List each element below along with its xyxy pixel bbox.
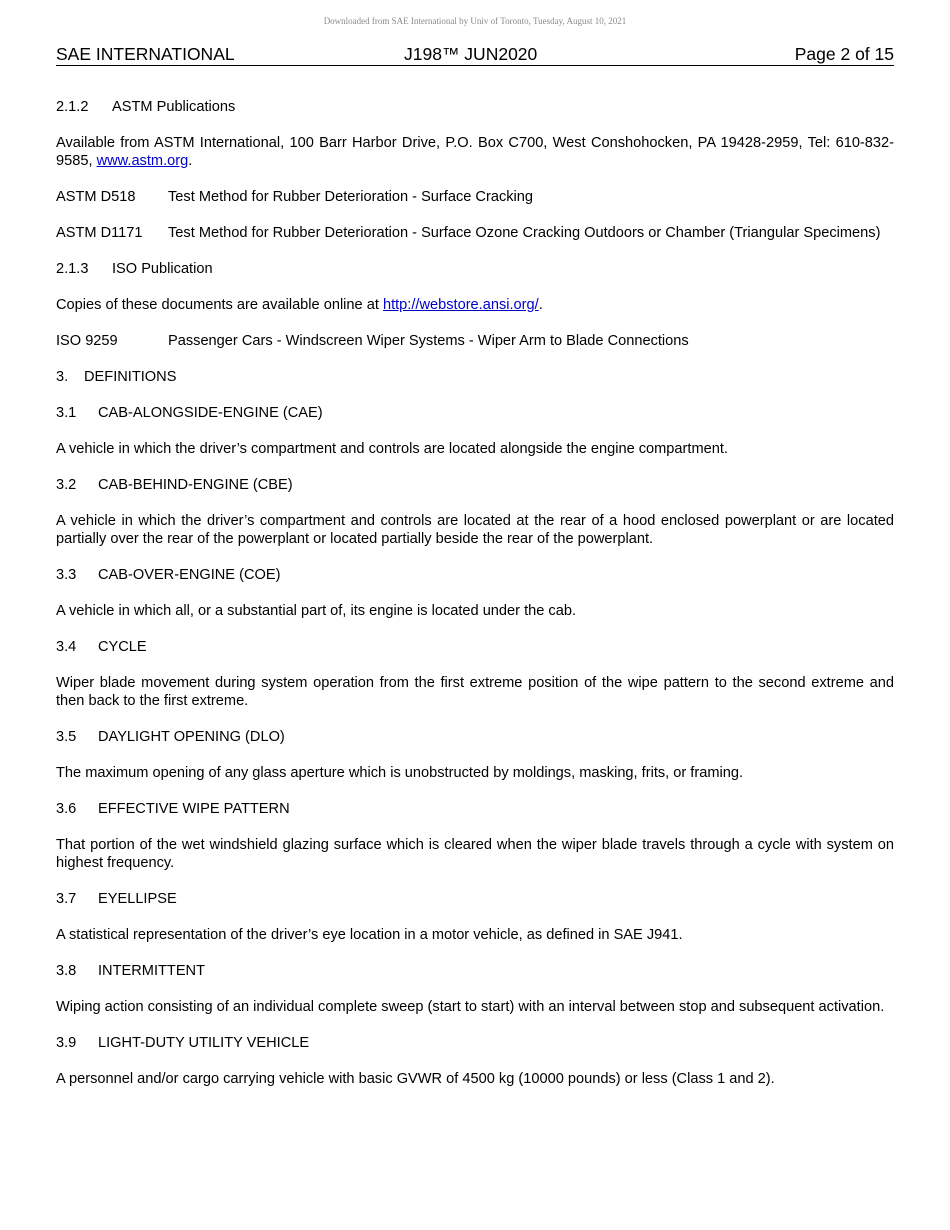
iso-availability-paragraph: Copies of these documents are available online at http://webstore.ansi.org/. [56, 297, 543, 313]
definition-number: 3.4 [56, 639, 77, 655]
definition-heading-3-4 [56, 638, 894, 656]
definition-term: INTERMITTENT [98, 963, 206, 979]
section-title: ISO Publication [112, 261, 213, 277]
astm-availability-text: Available from ASTM International, 100 Barr Harbor Drive, P.O. Box C700, West Conshohocken, PA 19428-2959, Tel: 610-832-9585, [56, 135, 894, 169]
section-heading-3 [56, 368, 894, 386]
definition-heading-3-9 [56, 1034, 894, 1052]
definition-text: A vehicle in which all, or a substantial part of, its engine is located under the cab. [56, 603, 577, 619]
reference-code: ASTM D1171 [56, 225, 143, 241]
section-title: DEFINITIONS [84, 369, 177, 385]
definition-term: EFFECTIVE WIPE PATTERN [98, 801, 290, 817]
ansi-webstore-link[interactable]: http://webstore.ansi.org/ [382, 297, 539, 313]
section-heading-2-1-2 [56, 98, 894, 116]
definition-term: CYCLE [98, 639, 147, 655]
definition-heading-3-6 [56, 800, 894, 818]
reference-code: ASTM D518 [56, 189, 136, 205]
section-number: 3. [56, 369, 69, 385]
header-document-id: J198™ JUN2020 [404, 44, 538, 64]
definition-heading-3-1 [56, 404, 894, 422]
definition-heading-3-7 [56, 890, 894, 908]
iso-availability-text: Copies of these documents are available online at [56, 297, 383, 313]
definition-text: That portion of the wet windshield glazing surface which is cleared when the wiper blade travels through a cycle with system on highest frequency. [56, 837, 894, 871]
section-title: ASTM Publications [112, 99, 236, 115]
section-number: 2.1.2 [56, 99, 89, 115]
page-header [56, 44, 894, 66]
astm-availability-paragraph: Available from ASTM International, 100 Barr Harbor Drive, P.O. Box C700, West Conshohocken, PA 19428-2959, Tel: 610-832-9585, www.astm.org. [56, 135, 894, 169]
reference-code: ISO 9259 [56, 333, 118, 349]
definition-term: DAYLIGHT OPENING (DLO) [98, 729, 285, 745]
definition-term: EYELLIPSE [98, 891, 177, 907]
reference-description: Test Method for Rubber Deterioration - Surface Cracking [168, 189, 534, 205]
definition-text: Wiping action consisting of an individual complete sweep (start to start) with an interval between stop and subsequent activation. [56, 999, 885, 1015]
header-page-number: Page 2 of 15 [794, 44, 894, 64]
definition-text: A statistical representation of the driver’s eye location in a motor vehicle, as defined in SAE J941. [56, 927, 683, 943]
reference-iso-9259 [56, 332, 894, 350]
definition-number: 3.6 [56, 801, 77, 817]
section-number: 2.1.3 [56, 261, 89, 277]
definition-number: 3.3 [56, 567, 77, 583]
download-watermark: Downloaded from SAE International by Univ of Toronto, Tuesday, August 10, 2021 [323, 16, 627, 26]
definition-text: A personnel and/or cargo carrying vehicle with basic GVWR of 4500 kg (10000 pounds) or less (Class 1 and 2). [56, 1071, 775, 1087]
definition-number: 3.8 [56, 963, 77, 979]
definition-term: CAB-ALONGSIDE-ENGINE (CAE) [98, 405, 323, 421]
reference-astm-d1171 [56, 224, 894, 242]
definition-number: 3.1 [56, 405, 77, 421]
reference-astm-d518 [56, 188, 894, 206]
astm-website-link[interactable]: www.astm.org [96, 153, 189, 169]
definition-term: CAB-OVER-ENGINE (COE) [98, 567, 281, 583]
definition-heading-3-5 [56, 728, 894, 746]
definition-heading-3-8 [56, 962, 894, 980]
definition-number: 3.7 [56, 891, 77, 907]
definition-term: CAB-BEHIND-ENGINE (CBE) [98, 477, 293, 493]
definition-number: 3.5 [56, 729, 77, 745]
definition-text: The maximum opening of any glass aperture which is unobstructed by moldings, masking, frits, or framing. [56, 765, 744, 781]
document-body [56, 98, 894, 1106]
reference-description: Passenger Cars - Windscreen Wiper Systems - Wiper Arm to Blade Connections [168, 333, 689, 349]
definition-number: 3.2 [56, 477, 77, 493]
definition-heading-3-3 [56, 566, 894, 584]
definition-heading-3-2 [56, 476, 894, 494]
definition-text: A vehicle in which the driver’s compartment and controls are located alongside the engine compartment. [56, 441, 728, 457]
section-heading-2-1-3 [56, 260, 894, 278]
definition-term: LIGHT-DUTY UTILITY VEHICLE [98, 1035, 310, 1051]
definition-number: 3.9 [56, 1035, 77, 1051]
definition-text: Wiper blade movement during system operation from the first extreme position of the wipe pattern to the second extreme and then back to the first extreme. [56, 675, 894, 709]
definition-text: A vehicle in which the driver’s compartment and controls are located at the rear of a hood enclosed powerplant or are located partially over the rear of the powerplant or located partially beside the rear of the powerplant. [56, 513, 894, 547]
reference-description: Test Method for Rubber Deterioration - Surface Ozone Cracking Outdoors or Chamber (Triangular Specimens) [168, 225, 881, 241]
header-organization: SAE INTERNATIONAL [56, 44, 235, 64]
